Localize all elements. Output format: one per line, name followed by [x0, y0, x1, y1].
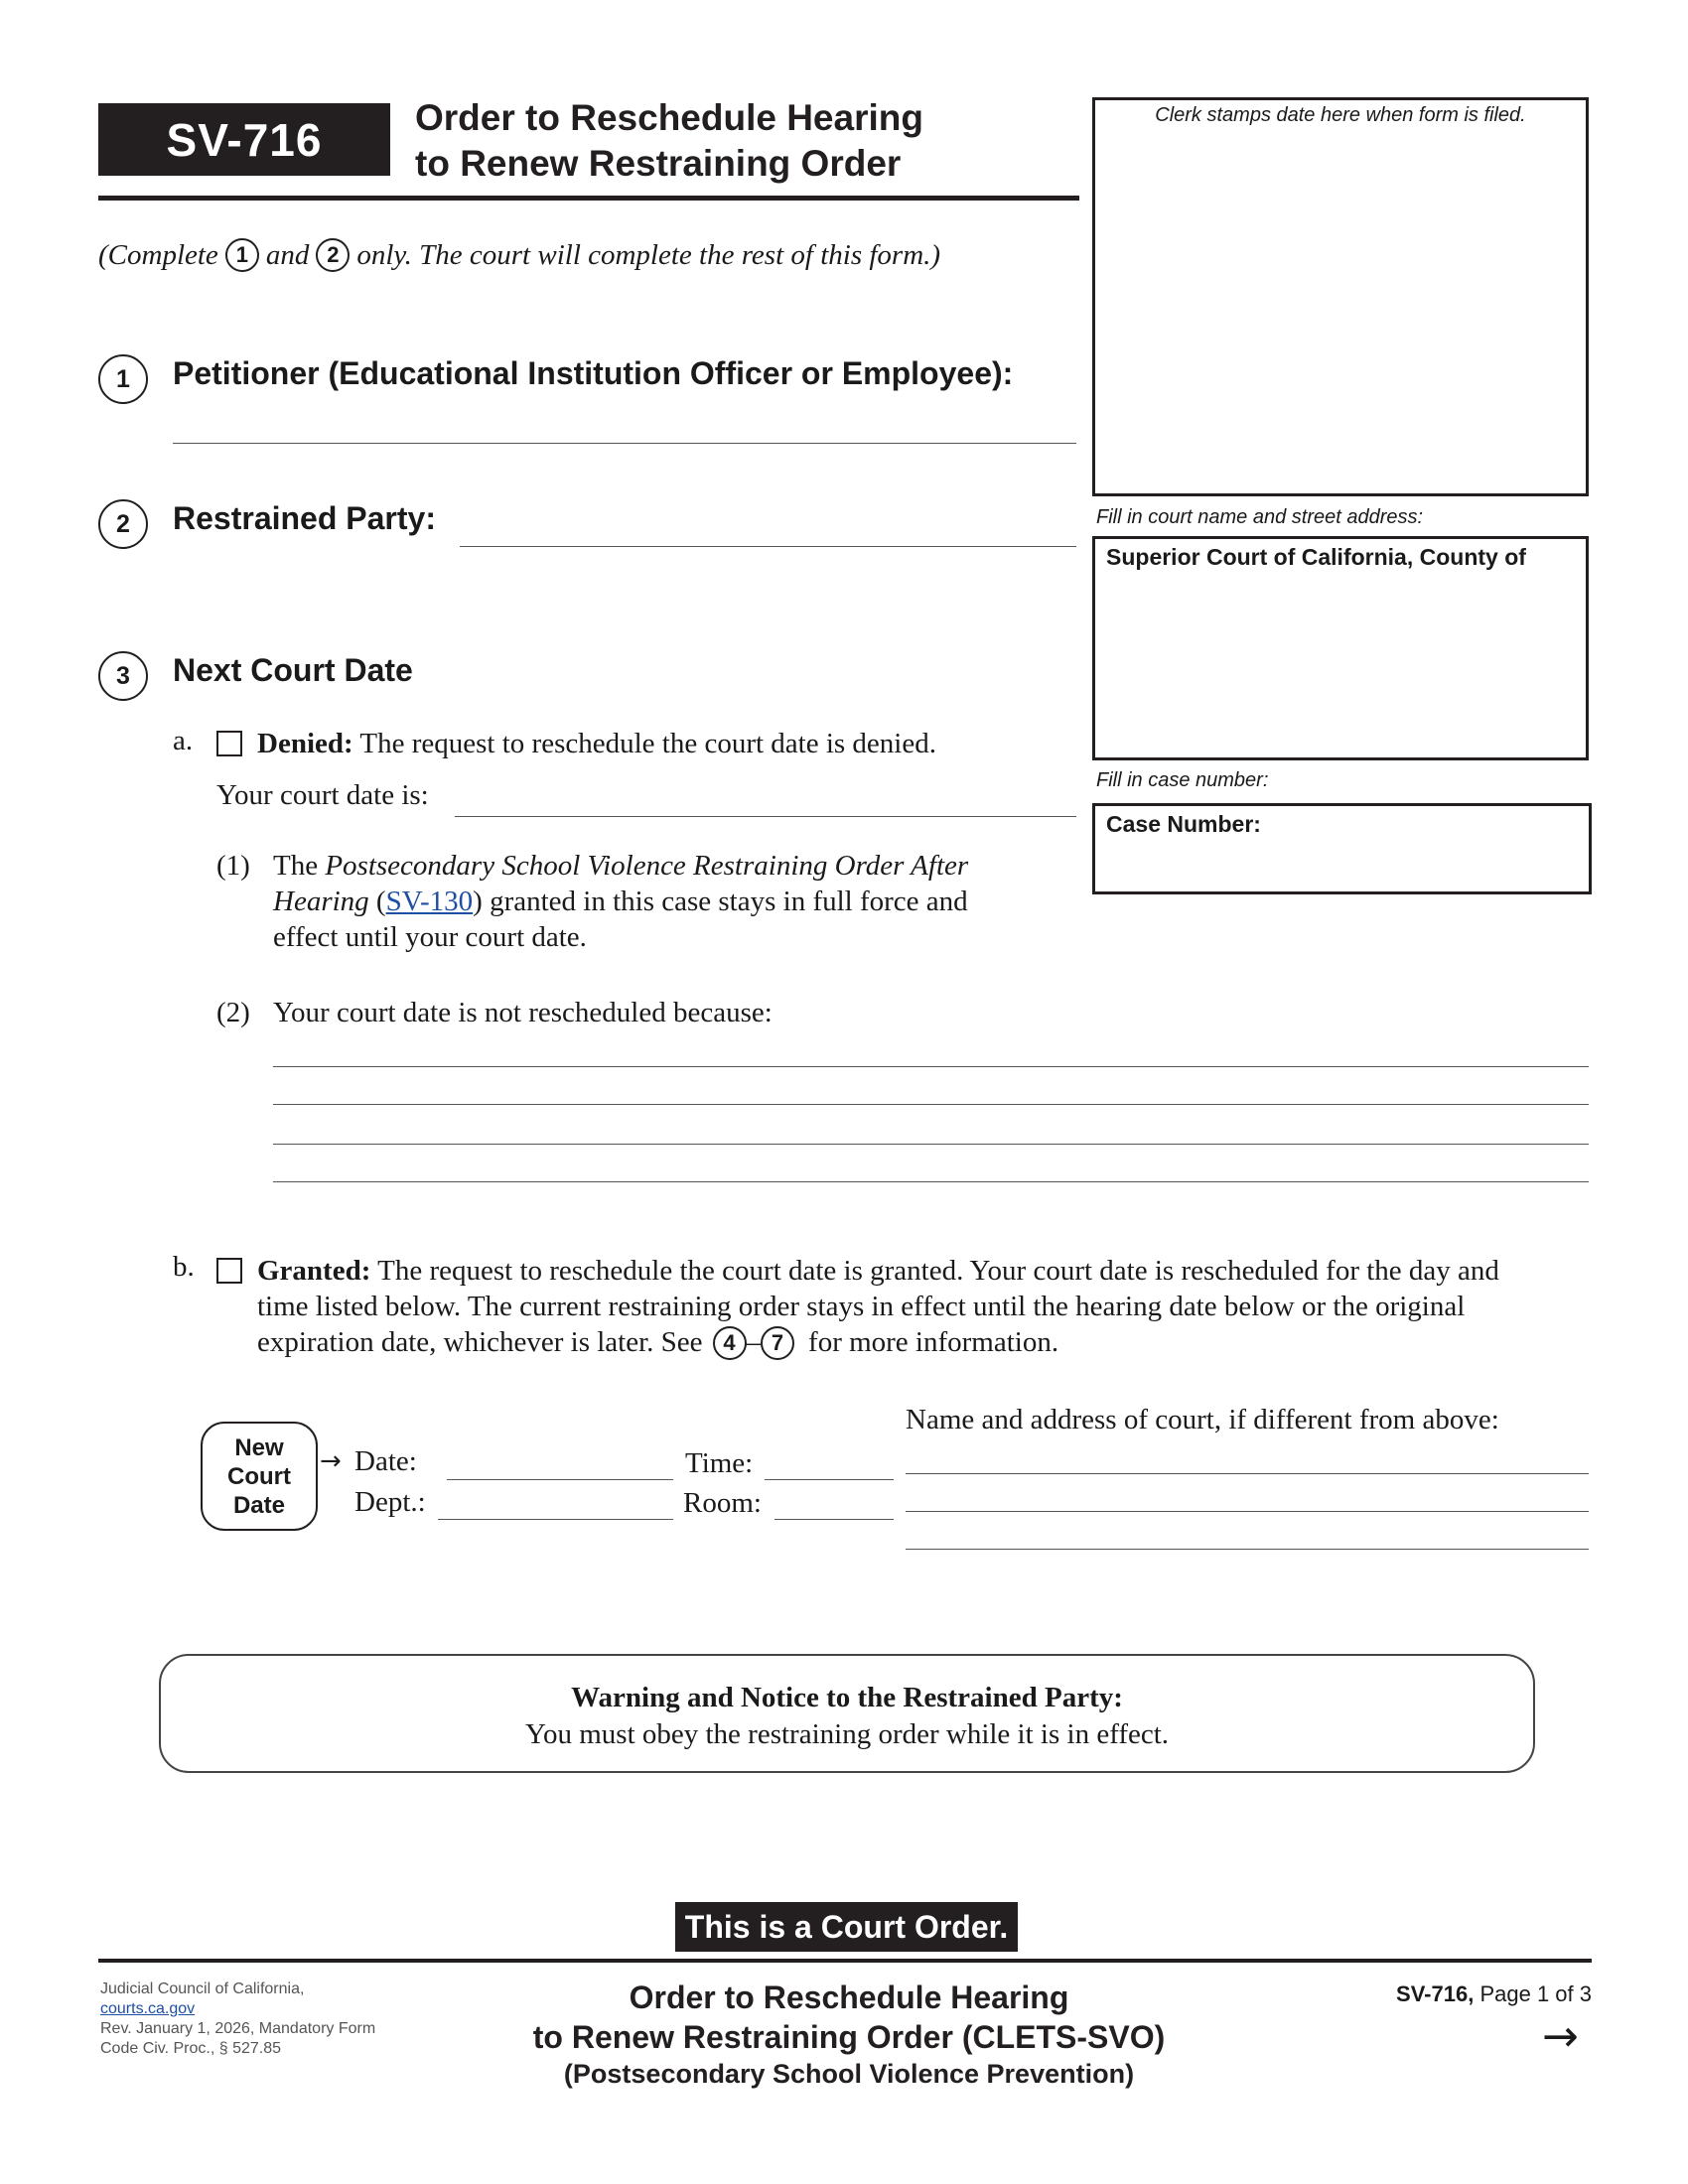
clerk-stamp-label: Clerk stamps date here when form is filed.	[1155, 104, 1526, 126]
court-address-label: Superior Court of California, County of	[1106, 544, 1526, 570]
clerk-stamp-box[interactable]	[1092, 97, 1589, 496]
item1-label: Petitioner (Educational Institution Officer or Employee):	[173, 355, 1014, 391]
court-address-label-b: Name and address of court, if different from above:	[906, 1404, 1499, 1435]
warning-notice-box	[159, 1654, 1535, 1773]
item1-number: 1	[98, 354, 148, 404]
new-court-date-badge	[201, 1422, 318, 1531]
footer-title-line3: (Postsecondary School Violence Prevention)	[563, 2059, 1135, 2089]
granted-checkbox[interactable]	[216, 1258, 242, 1284]
footer-code: Code Civ. Proc., § 527.85	[100, 2040, 282, 2057]
new-date-field[interactable]	[447, 1479, 673, 1480]
sv130-form-title-cont: Hearing	[273, 886, 369, 917]
instructions-item1-ref: 1	[225, 238, 259, 272]
court-address-caption: Fill in court name and street address:	[1096, 506, 1424, 528]
item3b-line1	[257, 1253, 1499, 1290]
instructions-part1: (Complete	[98, 238, 218, 271]
form-number-badge	[98, 103, 390, 176]
granted-text-line1: The request to reschedule the court date is granted. Your court date is rescheduled for the day and	[377, 1255, 1499, 1287]
item3a2-text: Your court date is not rescheduled because:	[273, 997, 773, 1028]
denied-checkbox[interactable]	[216, 731, 242, 756]
reason-line-3[interactable]	[273, 1144, 1589, 1145]
court-address-line-2[interactable]	[906, 1511, 1589, 1512]
case-number-caption: Fill in case number:	[1096, 769, 1269, 791]
header-rule	[98, 196, 1079, 201]
item3-number: 3	[98, 651, 148, 701]
instructions-part3: only. The court will complete the rest of this form.)	[356, 238, 941, 271]
footer-rule	[98, 1959, 1592, 1963]
court-address-box[interactable]	[1092, 536, 1589, 760]
room-field[interactable]	[774, 1519, 894, 1520]
time-label: Time:	[685, 1447, 754, 1479]
footer-form-number: SV-716,	[1396, 1981, 1475, 2006]
item3a1-line3: effect until your court date.	[273, 921, 587, 953]
item3a1-rest: ) granted in this case stays in full force and	[473, 886, 968, 917]
item3a1-open-paren: (	[375, 886, 386, 917]
case-number-label: Case Number:	[1106, 811, 1261, 837]
reason-line-4[interactable]	[273, 1181, 1589, 1182]
item3a-text	[257, 726, 936, 762]
court-date-field[interactable]	[455, 816, 1076, 817]
warning-text: You must obey the restraining order while it is in effect.	[524, 1718, 1170, 1750]
item4-ref: 4	[713, 1326, 747, 1360]
new-court-date-line1: New	[234, 1433, 284, 1461]
footer-title-line1: Order to Reschedule Hearing	[629, 1979, 1069, 2015]
item3a1-line2	[273, 884, 968, 920]
dept-field[interactable]	[438, 1519, 673, 1520]
instructions-item2-ref: 2	[316, 238, 350, 272]
item3b-letter: b.	[173, 1251, 195, 1283]
petitioner-name-field[interactable]	[173, 443, 1076, 444]
item3b-line3-post: for more information.	[808, 1326, 1059, 1358]
court-date-label: Your court date is:	[216, 779, 429, 811]
instructions-part2: and	[265, 238, 310, 271]
item3-label: Next Court Date	[173, 652, 413, 688]
form-title	[415, 95, 923, 187]
footer-title	[417, 1978, 1281, 2091]
dept-label: Dept.:	[354, 1486, 426, 1518]
court-order-banner: This is a Court Order.	[675, 1902, 1018, 1952]
new-time-field[interactable]	[765, 1479, 894, 1480]
form-title-line2: to Renew Restraining Order	[415, 143, 902, 184]
new-court-date-line2: Court	[227, 1462, 291, 1490]
new-date-arrow-icon: →	[320, 1446, 342, 1476]
granted-label: Granted:	[257, 1255, 371, 1287]
next-page-arrow-icon[interactable]: →	[1542, 2011, 1579, 2062]
item3a-letter: a.	[173, 725, 194, 756]
item3b-line3	[257, 1324, 1058, 1361]
item3b-line2: time listed below. The current restraining order stays in effect until the hearing date below or the original	[257, 1291, 1466, 1322]
date-label: Date:	[354, 1445, 417, 1477]
item-ref-dash: –	[746, 1326, 762, 1358]
restrained-party-field[interactable]	[460, 546, 1076, 547]
sv130-form-title: Postsecondary School Violence Restraining Order After	[325, 850, 969, 882]
footer-page-info	[1291, 1981, 1592, 2007]
footer-publisher-text: Judicial Council of California,	[100, 1980, 305, 1997]
item2-number: 2	[98, 499, 148, 549]
instructions	[98, 238, 940, 272]
item7-ref: 7	[761, 1326, 794, 1360]
footer-left	[100, 1979, 375, 2059]
courts-website-link[interactable]: courts.ca.gov	[100, 2000, 196, 2017]
sv130-link[interactable]: SV-130	[385, 886, 474, 917]
case-number-box[interactable]	[1092, 803, 1592, 894]
item3b-line3-pre: expiration date, whichever is later. See	[257, 1326, 703, 1358]
warning-title: Warning and Notice to the Restrained Party:	[571, 1682, 1123, 1713]
item3a1-line1	[273, 848, 968, 885]
court-address-line-3[interactable]	[906, 1549, 1589, 1550]
court-address-line-1[interactable]	[906, 1473, 1589, 1474]
form-number: SV-716	[166, 113, 323, 166]
denied-text: The request to reschedule the court date is denied.	[359, 728, 936, 759]
footer-publisher	[100, 1979, 375, 2019]
footer-page-number: Page 1 of 3	[1479, 1981, 1592, 2006]
reason-line-1[interactable]	[273, 1066, 1589, 1067]
new-court-date-line3: Date	[232, 1491, 285, 1519]
denied-label: Denied:	[257, 728, 353, 759]
form-title-line1: Order to Reschedule Hearing	[415, 97, 923, 138]
reason-line-2[interactable]	[273, 1104, 1589, 1105]
item2-label: Restrained Party:	[173, 500, 436, 536]
item3a1-number: (1)	[216, 850, 250, 882]
item3a2-number: (2)	[216, 997, 250, 1028]
room-label: Room:	[683, 1487, 762, 1519]
footer-title-line2: to Renew Restraining Order (CLETS-SVO)	[532, 2019, 1166, 2055]
footer-revision: Rev. January 1, 2026, Mandatory Form	[100, 2020, 376, 2037]
item3a1-pre: The	[273, 850, 319, 882]
